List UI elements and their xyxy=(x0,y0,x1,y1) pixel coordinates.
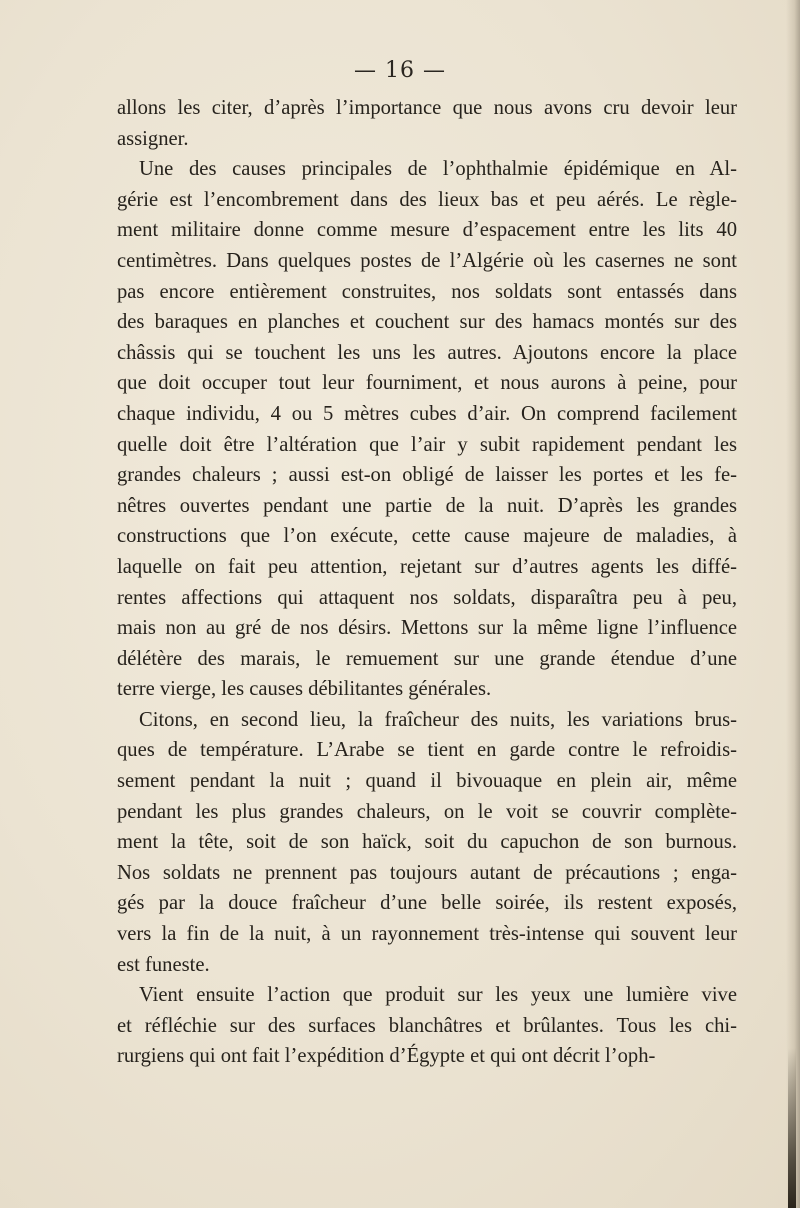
text-line: terre vierge, les causes débilitantes générales. xyxy=(117,678,492,701)
body-text xyxy=(117,93,737,1072)
text-line: délétère des marais, le remuement sur une grande étendue d’une xyxy=(117,647,737,670)
text-line: constructions que l’on exécute, cette cause majeure de maladies, à xyxy=(117,525,737,548)
text-line: assigner. xyxy=(117,127,189,150)
text-line: et réfléchie sur des surfaces blanchâtres et brûlantes. Tous les chi- xyxy=(117,1014,737,1037)
text-line: laquelle on fait peu attention, rejetant sur d’autres agents les diffé- xyxy=(117,555,737,578)
text-line: que doit occuper tout leur fourniment, et nous aurons à peine, pour xyxy=(117,372,737,395)
text-line: grandes chaleurs ; aussi est-on obligé de laisser les portes et les fe- xyxy=(117,464,737,487)
text-line: vers la fin de la nuit, à un rayonnement très-intense qui souvent leur xyxy=(117,923,737,946)
page-edge-shadow xyxy=(786,0,800,1208)
text-line: sement pendant la nuit ; quand il bivouaque en plein air, même xyxy=(117,770,737,793)
text-line: Nos soldats ne prennent pas toujours autant de précautions ; enga- xyxy=(117,861,737,884)
text-line: Une des causes principales de l’ophthalmie épidémique en Al- xyxy=(139,158,737,181)
text-line: ques de température. L’Arabe se tient en garde contre le refroidis- xyxy=(117,739,737,762)
text-line: Citons, en second lieu, la fraîcheur des nuits, les variations brus- xyxy=(139,708,737,731)
text-line: allons les citer, d’après l’importance que nous avons cru devoir leur xyxy=(117,97,737,119)
text-line: rurgiens qui ont fait l’expédition d’Égypte et qui ont décrit l’oph- xyxy=(117,1045,656,1068)
text-line: pas encore entièrement construites, nos soldats sont entassés dans xyxy=(117,280,737,303)
text-line: mais non au gré de nos désirs. Mettons sur la même ligne l’influence xyxy=(117,617,737,640)
paragraph xyxy=(117,980,737,1072)
text-line: Vient ensuite l’action que produit sur les yeux une lumière vive xyxy=(139,984,737,1007)
text-line: nêtres ouvertes pendant une partie de la nuit. D’après les grandes xyxy=(117,494,737,517)
text-line: gés par la douce fraîcheur d’une belle soirée, ils restent exposés, xyxy=(117,892,737,915)
text-line: ment militaire donne comme mesure d’espacement entre les lits 40 xyxy=(117,219,737,242)
text-line: rentes affections qui attaquent nos soldats, disparaîtra peu à peu, xyxy=(117,586,737,609)
text-line: quelle doit être l’altération que l’air y subit rapidement pendant les xyxy=(117,433,737,456)
text-line: châssis qui se touchent les uns les autres. Ajoutons encore la place xyxy=(117,341,737,364)
text-line: des baraques en planches et couchent sur des hamacs montés sur des xyxy=(117,311,737,334)
page-number: — 16 — xyxy=(354,58,446,83)
text-line: gérie est l’encombrement dans des lieux bas et peu aérés. Le règle- xyxy=(117,188,737,211)
text-line: est funeste. xyxy=(117,953,210,976)
text-line: chaque individu, 4 ou 5 mètres cubes d’air. On comprend facilement xyxy=(117,402,737,425)
paragraph xyxy=(117,154,737,705)
text-line: ment la tête, soit de son haïck, soit du capuchon de son burnous. xyxy=(117,831,737,854)
paragraph xyxy=(117,705,737,980)
binding-shadow xyxy=(788,1048,796,1208)
text-line: centimètres. Dans quelques postes de l’Algérie où les casernes ne sont xyxy=(117,249,737,272)
paragraph xyxy=(117,93,737,154)
text-line: pendant les plus grandes chaleurs, on le voit se couvrir complète- xyxy=(117,800,737,823)
